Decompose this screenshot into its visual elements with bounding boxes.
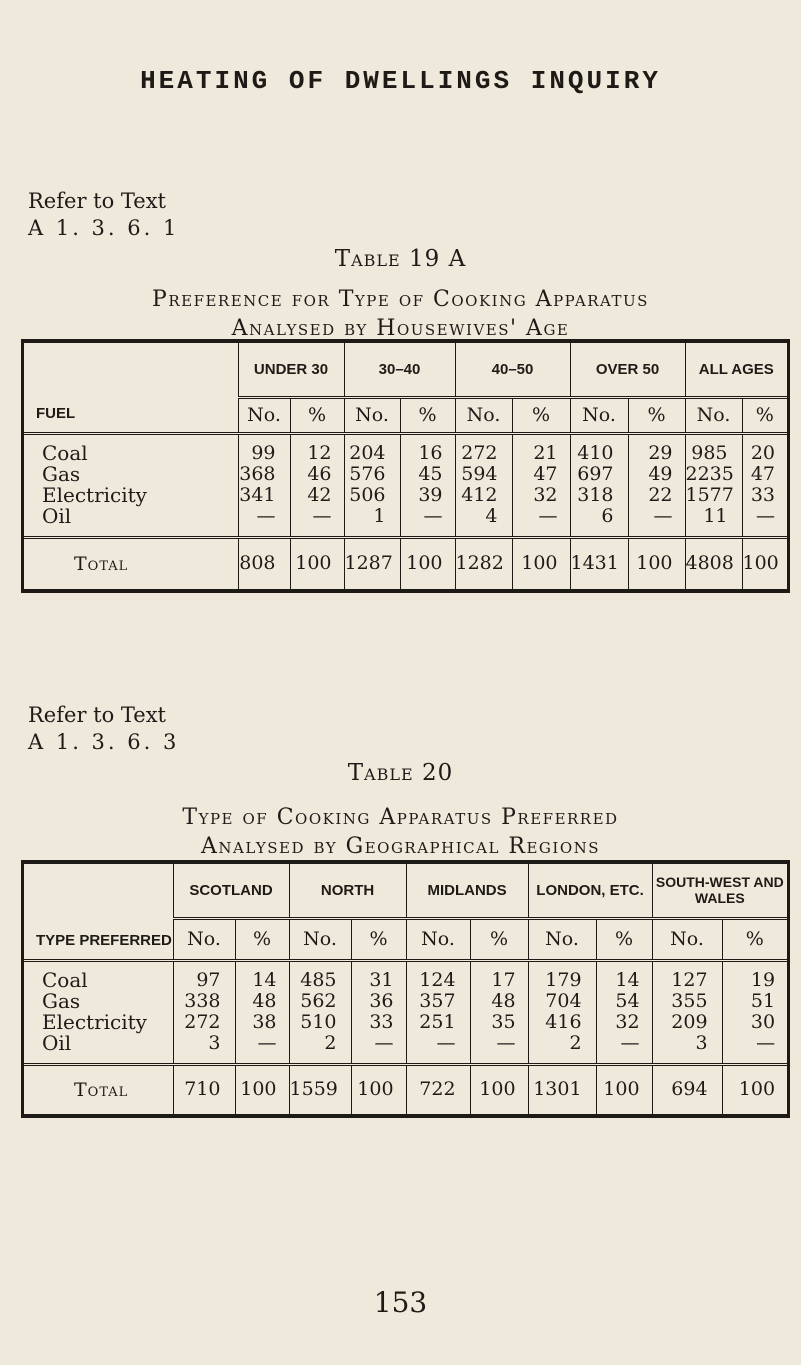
reference-code: A 1. 3. 6. 3 <box>28 730 180 754</box>
total-count: 1287 <box>344 537 400 589</box>
table-value: 318 <box>577 484 614 506</box>
group-header: SOUTH-WEST AND WALES <box>652 864 787 918</box>
row-header: FUEL <box>24 343 238 433</box>
row-label: Coal <box>42 441 88 465</box>
table-value: 3 <box>208 1032 221 1054</box>
group-header: MIDLANDS <box>406 864 528 918</box>
percent-cell <box>512 433 570 537</box>
table-value: 36 <box>369 990 394 1012</box>
group-header: UNDER 30 <box>238 343 344 397</box>
table-value: — <box>653 505 673 527</box>
table-value: — <box>436 1032 456 1054</box>
percent-column-header: % <box>512 397 570 433</box>
total-label: Total <box>74 1078 129 1101</box>
page-number: 153 <box>373 1286 428 1319</box>
total-percent: 100 <box>400 537 455 589</box>
count-cell <box>238 433 290 537</box>
table-value: 16 <box>418 442 443 464</box>
percent-cell <box>290 433 344 537</box>
percent-column-header: % <box>400 397 455 433</box>
table-value: 416 <box>545 1011 582 1033</box>
total-count: 808 <box>238 537 290 589</box>
table-value: 47 <box>533 463 558 485</box>
table-value: 594 <box>461 463 498 485</box>
table-value: 2 <box>569 1032 582 1054</box>
table-value: 704 <box>545 990 582 1012</box>
table-value: 272 <box>461 442 498 464</box>
row-label: Coal <box>42 968 88 992</box>
table-title-line2: Analysed by Housewives' Age <box>231 316 570 341</box>
table-title-line2: Analysed by Geographical Regions <box>200 834 601 859</box>
table-value: 338 <box>184 990 221 1012</box>
table-value: 38 <box>252 1011 277 1033</box>
table-value: 124 <box>419 969 456 991</box>
group-header: 40–50 <box>455 343 570 397</box>
total-percent: 100 <box>470 1064 528 1114</box>
table19 <box>21 339 790 593</box>
table-value: 410 <box>577 442 614 464</box>
total-percent: 100 <box>628 537 685 589</box>
table-value: 42 <box>307 484 332 506</box>
total-count: 694 <box>652 1064 722 1114</box>
table20-reference <box>28 702 179 756</box>
percent-cell <box>742 433 787 537</box>
table-value: 29 <box>648 442 673 464</box>
percent-cell <box>628 433 685 537</box>
total-percent: 100 <box>235 1064 289 1114</box>
table-title-line1: Preference for Type of Cooking Apparatus <box>152 287 649 312</box>
table-value: 2 <box>324 1032 337 1054</box>
table-value: — <box>620 1032 640 1054</box>
table-value: 985 <box>691 442 728 464</box>
table-value: — <box>756 1032 776 1054</box>
total-percent: 100 <box>742 537 787 589</box>
table-number: Table 19 A <box>334 246 467 272</box>
reference-code: A 1. 3. 6. 1 <box>28 216 180 240</box>
group-header: ALL AGES <box>685 343 787 397</box>
percent-cell <box>722 960 787 1064</box>
table-value: 209 <box>671 1011 708 1033</box>
group-header: NORTH <box>289 864 406 918</box>
table-title-line1: Type of Cooking Apparatus Preferred <box>182 805 619 830</box>
total-label: Total <box>74 552 129 575</box>
table-value: 14 <box>252 969 277 991</box>
row-labels <box>24 960 173 1064</box>
table-value: 32 <box>533 484 558 506</box>
table-value: — <box>257 1032 277 1054</box>
table-value: 39 <box>418 484 443 506</box>
percent-column-header: % <box>235 918 289 960</box>
table-value: 357 <box>419 990 456 1012</box>
table-value: 30 <box>750 1011 776 1033</box>
table-value: — <box>374 1032 394 1054</box>
table-value: 4 <box>485 505 498 527</box>
group-header: SCOTLAND <box>173 864 289 918</box>
row-label: Gas <box>42 989 81 1013</box>
percent-column-header: % <box>290 397 344 433</box>
table-value: 33 <box>750 484 776 506</box>
table-value: 576 <box>349 463 386 485</box>
row-label: Gas <box>42 462 81 486</box>
table19-reference <box>28 188 179 242</box>
page-header: HEATING OF DWELLINGS INQUIRY <box>140 66 661 96</box>
table-value: 47 <box>750 463 776 485</box>
no-column-header: No. <box>238 397 290 433</box>
group-header: OVER 50 <box>570 343 685 397</box>
table-value: 20 <box>750 442 776 464</box>
count-cell <box>528 960 596 1064</box>
table-value: 99 <box>251 442 276 464</box>
table-value: 412 <box>461 484 498 506</box>
table-value: — <box>256 505 276 527</box>
no-column-header: No. <box>406 918 470 960</box>
table-value: 1577 <box>685 484 734 506</box>
reference-label: Refer to Text <box>28 189 166 213</box>
percent-cell <box>470 960 528 1064</box>
table-value: 45 <box>418 463 443 485</box>
table-value: 6 <box>601 505 614 527</box>
table-value: — <box>496 1032 516 1054</box>
table-value: 272 <box>184 1011 221 1033</box>
table-value: — <box>538 505 558 527</box>
table-value: 506 <box>349 484 386 506</box>
group-header: 30–40 <box>344 343 455 397</box>
count-cell <box>455 433 512 537</box>
no-column-header: No. <box>652 918 722 960</box>
table-value: 1 <box>373 505 386 527</box>
table20 <box>21 860 790 1118</box>
total-count: 722 <box>406 1064 470 1114</box>
reference-label: Refer to Text <box>28 703 166 727</box>
percent-cell <box>400 433 455 537</box>
total-percent: 100 <box>722 1064 787 1114</box>
table-value: 19 <box>750 969 776 991</box>
group-header: LONDON, ETC. <box>528 864 652 918</box>
total-count: 1282 <box>455 537 512 589</box>
no-column-header: No. <box>528 918 596 960</box>
percent-column-header: % <box>628 397 685 433</box>
table-value: 48 <box>252 990 277 1012</box>
count-cell <box>173 960 235 1064</box>
total-count: 4808 <box>685 537 742 589</box>
total-count: 1559 <box>289 1064 351 1114</box>
table-value: 97 <box>196 969 221 991</box>
no-column-header: No. <box>455 397 512 433</box>
table-value: 179 <box>545 969 582 991</box>
table-value: 11 <box>703 505 728 527</box>
table-value: 54 <box>615 990 640 1012</box>
row-header: TYPE PREFERRED <box>24 864 173 960</box>
total-count: 1301 <box>528 1064 596 1114</box>
total-percent: 100 <box>351 1064 406 1114</box>
percent-column-header: % <box>596 918 652 960</box>
no-column-header: No. <box>685 397 742 433</box>
no-column-header: No. <box>289 918 351 960</box>
table-value: — <box>756 505 776 527</box>
table-value: 32 <box>615 1011 640 1033</box>
table-value: 31 <box>369 969 394 991</box>
percent-cell <box>596 960 652 1064</box>
count-cell <box>289 960 351 1064</box>
row-label: Electricity <box>42 1010 147 1034</box>
table-value: 510 <box>300 1011 337 1033</box>
total-percent: 100 <box>512 537 570 589</box>
table-value: 22 <box>648 484 673 506</box>
table19-caption <box>0 246 801 343</box>
count-cell <box>685 433 742 537</box>
table-value: 33 <box>369 1011 394 1033</box>
row-labels <box>24 433 238 537</box>
table-value: 21 <box>533 442 558 464</box>
table-value: 17 <box>491 969 516 991</box>
count-cell <box>652 960 722 1064</box>
table-value: 35 <box>491 1011 516 1033</box>
row-label: Oil <box>42 1031 72 1055</box>
table20-caption <box>0 760 801 861</box>
no-column-header: No. <box>173 918 235 960</box>
percent-column-header: % <box>722 918 787 960</box>
table-value: 12 <box>307 442 332 464</box>
table-value: 51 <box>750 990 776 1012</box>
table-value: 368 <box>239 463 276 485</box>
total-percent: 100 <box>290 537 344 589</box>
count-cell <box>344 433 400 537</box>
percent-column-header: % <box>351 918 406 960</box>
table-value: 48 <box>491 990 516 1012</box>
table-value: 204 <box>349 442 386 464</box>
percent-cell <box>235 960 289 1064</box>
row-label: Oil <box>42 504 72 528</box>
no-column-header: No. <box>344 397 400 433</box>
table-value: 2235 <box>685 463 734 485</box>
table-value: 127 <box>671 969 708 991</box>
table-value: 14 <box>615 969 640 991</box>
total-count: 710 <box>173 1064 235 1114</box>
percent-column-header: % <box>470 918 528 960</box>
row-label: Electricity <box>42 483 147 507</box>
total-percent: 100 <box>596 1064 652 1114</box>
table-value: — <box>312 505 332 527</box>
table-number: Table 20 <box>347 760 454 786</box>
table-value: 562 <box>300 990 337 1012</box>
table-value: 49 <box>648 463 673 485</box>
count-cell <box>406 960 470 1064</box>
percent-cell <box>351 960 406 1064</box>
table-value: 341 <box>239 484 276 506</box>
table-value: 697 <box>577 463 614 485</box>
table-value: 3 <box>695 1032 708 1054</box>
table-value: — <box>423 505 443 527</box>
table-value: 251 <box>419 1011 456 1033</box>
count-cell <box>570 433 628 537</box>
table-value: 355 <box>671 990 708 1012</box>
table-value: 46 <box>307 463 332 485</box>
total-count: 1431 <box>570 537 628 589</box>
table-value: 485 <box>300 969 337 991</box>
percent-column-header: % <box>742 397 787 433</box>
no-column-header: No. <box>570 397 628 433</box>
